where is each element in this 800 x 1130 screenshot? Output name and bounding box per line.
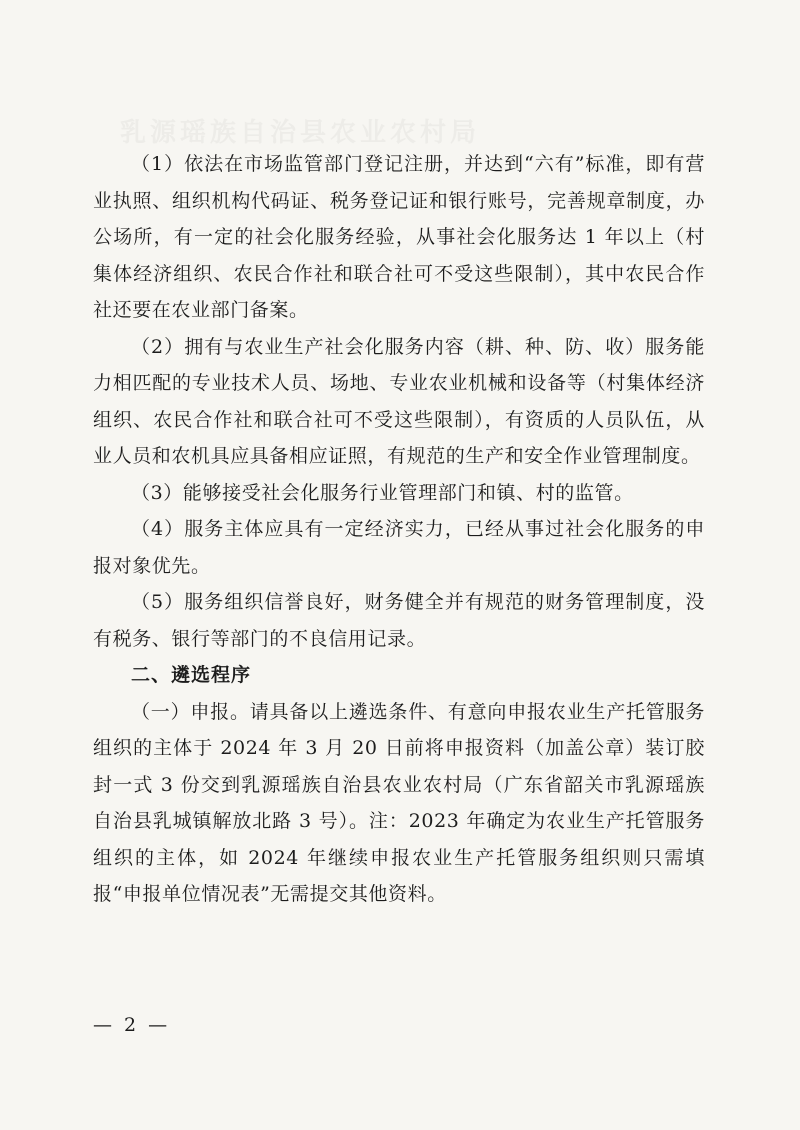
condition-1-paragraph: （1）依法在市场监管部门登记注册，并达到“六有”标准，即有营业执照、组织机构代码证、税务登记证和银行账号，完善规章制度，办公场所，有一定的社会化服务经验，从事社会化服务达 1 年以上（村集体经济组织、农民合作社和联合社可不受这些限制），其中农民合作社还要在农业部门备案。: [93, 153, 705, 321]
condition-4-paragraph: （4）服务主体应具有一定经济实力，已经从事过社会化服务的申报对象优先。: [93, 518, 705, 577]
condition-5-paragraph: （5）服务组织信誉良好，财务健全并有规范的财务管理制度，没有税务、银行等部门的不良信用记录。: [93, 591, 705, 650]
body-text: [93, 146, 705, 913]
header-bleed-through: 乳源瑶族自治县农业农村局: [120, 118, 481, 148]
procedure-1-paragraph: （一）申报。请具备以上遴选条件、有意向申报农业生产托管服务组织的主体于 2024 年 3 月 20 日前将申报资料（加盖公章）装订胶封一式 3 份交到乳源瑶族自治县农业农村局（广东省韶关市乳源瑶族自治县乳城镇解放北路 3 号）。注：2023 年确定为农业生产托管服务组织的主体，如 2024 年继续申报农业生产托管服务组织则只需填报“申报单位情况表”无需提交其他资料。: [93, 700, 705, 905]
page-number: — 2 —: [93, 1014, 171, 1036]
condition-2-paragraph: （2）拥有与农业生产社会化服务内容（耕、种、防、收）服务能力相匹配的专业技术人员、场地、专业农业机械和设备等（村集体经济组织、农民合作社和联合社可不受这些限制），有资质的人员队伍，从业人员和农机具应具备相应证照，有规范的生产和安全作业管理制度。: [93, 335, 705, 467]
section-heading-procedure: 二、遴选程序: [131, 664, 252, 686]
condition-3-paragraph: （3）能够接受社会化服务行业管理部门和镇、村的监管。: [131, 481, 634, 504]
